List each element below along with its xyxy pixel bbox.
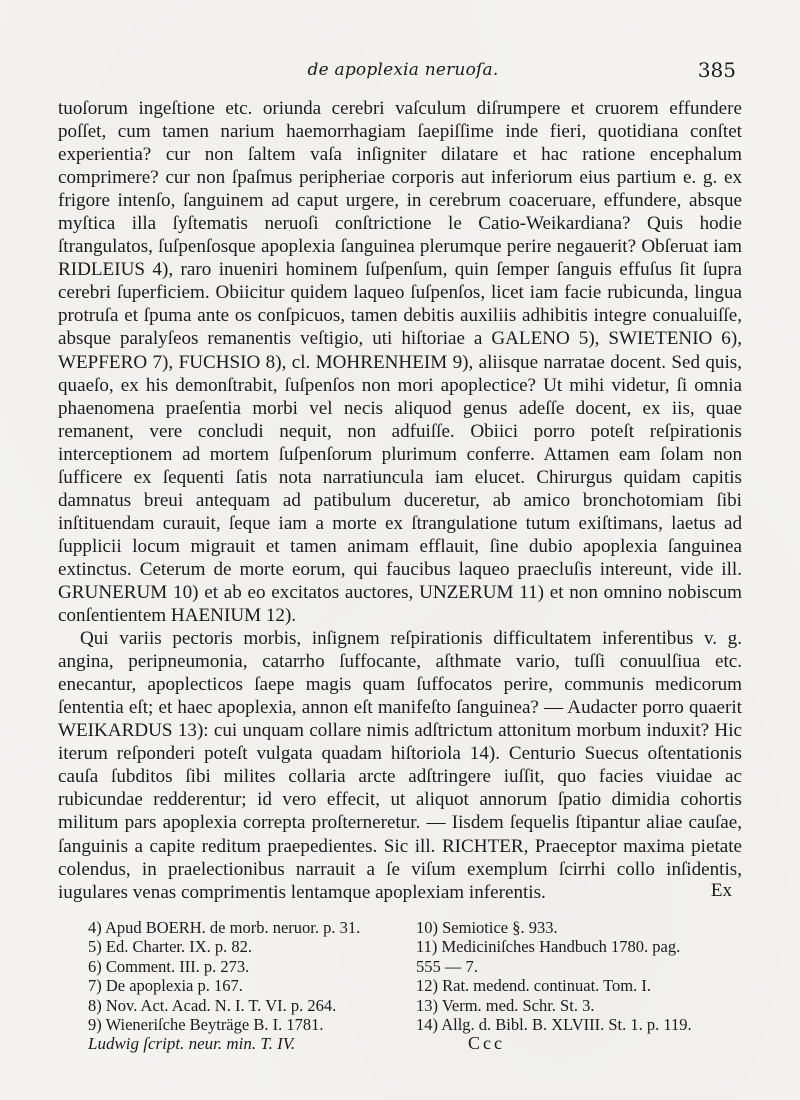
sheet-signature: Ccc: [468, 1033, 505, 1053]
footnote-10: 10) Semiotice §. 933.: [416, 918, 558, 937]
running-title: de apoplexia neruoſa.: [307, 60, 499, 80]
footnote-5: 5) Ed. Charter. IX. p. 82.: [88, 937, 253, 957]
footnote-13: 13) Verm. med. Schr. St. 3.: [416, 995, 595, 1015]
paragraph-2: Qui variis pectoris morbis, inſignem reſpirationis difficultatem inferentibus v. g. angina, peripneumonia, catarrho ſuffocante, aſthmate vario, tuſſi conuulſiua etc. enecantur, apoplecticos ſaepe magis quam ſuffocatos perire, communis medicorum ſententia eſt; et haec apoplexia, annon eſt manifeſto ſanguinea? — Audacter porro quaerit WEIKARDUS 13): cui unquam collare nimis adſtrictum attonitum morbum induxit? Hic iterum reſponderi poteſt vulgata quadam hiſtoriola 14). Centurio Suecus oſtentationis cauſa ſubditos ſibi milites collaria arcte adſtringere iuſſit, quo facies viuidae ac rubicundae redderentur; id vero effecit, ut aliquot annorum ſpatio dimidia cohortis militum pars apoplexia correpta proſterneretur. — Iisdem ſequelis ſtipantur aliae cauſae, ſanguinis a capite reditum praepedientes. Sic ill. RICHTER, Praeceptor maxima pietate colendus, in praelectionibus narrauit a ſe viſum exemplum ſcirrhi collo inſidentis, iugulares venas comprimentis lentamque apoplexiam inferentis.: [58, 628, 742, 903]
footnote-12: 12) Rat. medend. continuat. Tom. I.: [416, 976, 651, 996]
footnote-8: 8) Nov. Act. Acad. N. I. T. VI. p. 264.: [88, 995, 337, 1015]
footnote-6: 6) Comment. III. p. 273.: [88, 956, 250, 976]
volume-signature: Ludwig ſcript. neur. min. T. IV.: [88, 1034, 296, 1053]
footnotes-left-column: [88, 918, 406, 1034]
footnote-9: 9) Wieneriſche Beyträge B. I. 1781.: [88, 1015, 324, 1035]
footnotes-right-column: [416, 918, 756, 1034]
paragraph-1: tuoſorum ingeſtione etc. oriunda cerebri vaſculum diſrumpere et cruorem effundere poſſet, cum tamen narium haemorrhagiam ſaepiſſime inde fieri, quotidiana conſtet experientia? cur non ſaltem vaſa inſigniter dilatare et hac ratione encephalum comprimere? cur non ſpaſmus peripheriae corporis aut inferiorum eius partium e. g. ex frigore intenſo, ſanguinem ad caput urgere, in cerebrum coaceruare, effundere, absque myſtica illa ſyſtematis neruoſi conſtrictione le Catio-Weikardiana? Quis hodie ſtrangulatos, ſuſpenſosque apoplexia ſanguinea plerumque perire negauerit? Obſeruat iam RIDLEIUS 4), raro inueniri hominem ſuſpenſum, quin ſemper ſanguis effuſus ſit ſupra cerebri ſuperficiem. Obiicitur quidem laqueo ſuſpenſos, licet iam facie rubicunda, lingua protruſa et ſpuma ante os conſpicuos, tamen debitis auxiliis adhibitis integre conualuiſſe, absque paralyſeos remanentis veſtigio, uti hiſtoriae a GALENO 5), SWIETENIO 6), WEPFERO 7), FUCHSIO 8), cl. MOHRENHEIM 9), aliisque narratae docent. Sed quis, quaeſo, ex his demonſtrabit, ſuſpenſos non mori apoplecticе? Ut mihi videtur, ſi omnia phaenomena praeſentia morbi vel necis aliquod genus adeſſe docent, ex iis, quae remanent, vere concludi nequit, non adfuiſſe. Obiici porro poteſt reſpirationis interceptionem ad mortem ſuſpenſorum plurimum conferre. Attamen eam ſolam non ſufficere ex ſequenti ſatis nota narratiuncula iam elucet. Chirurgus quidam capitis damnatus breui antequam ad patibulum duceretur, ab amico bronchotomiam ſibi inſtituendam curauit, ſeque iam a morte ex ſtrangulatione tutum exiſtimans, laetus ad ſupplicii locum migrauit et tamen animam efflauit, ſine dubio apoplexia ſanguinea extinctus. Ceterum de morte eorum, qui faucibus laqueo praecluſis intereunt, vide ill. GRUNERUM 10) et ab eo excitatos auctores, UNZERUM 11) et non omnino nobiscum conſentientem HAENIUM 12).: [58, 98, 742, 627]
footnote-4: 4) Apud BOERH. de morb. neruor. p. 31.: [88, 918, 361, 937]
footnote-11-continued: 555 — 7.: [416, 956, 478, 976]
catchword: Ex: [710, 880, 732, 901]
footnote-7: 7) De apoplexia p. 167.: [88, 976, 243, 996]
footnote-14: 14) Allg. d. Bibl. B. XLVIII. St. 1. p. 119.: [416, 1015, 692, 1035]
page-number: 385: [697, 58, 736, 82]
footnote-11: 11) Mediciniſches Handbuch 1780. pag.: [416, 937, 681, 957]
body-text: [58, 97, 742, 904]
page-header: [70, 60, 736, 86]
